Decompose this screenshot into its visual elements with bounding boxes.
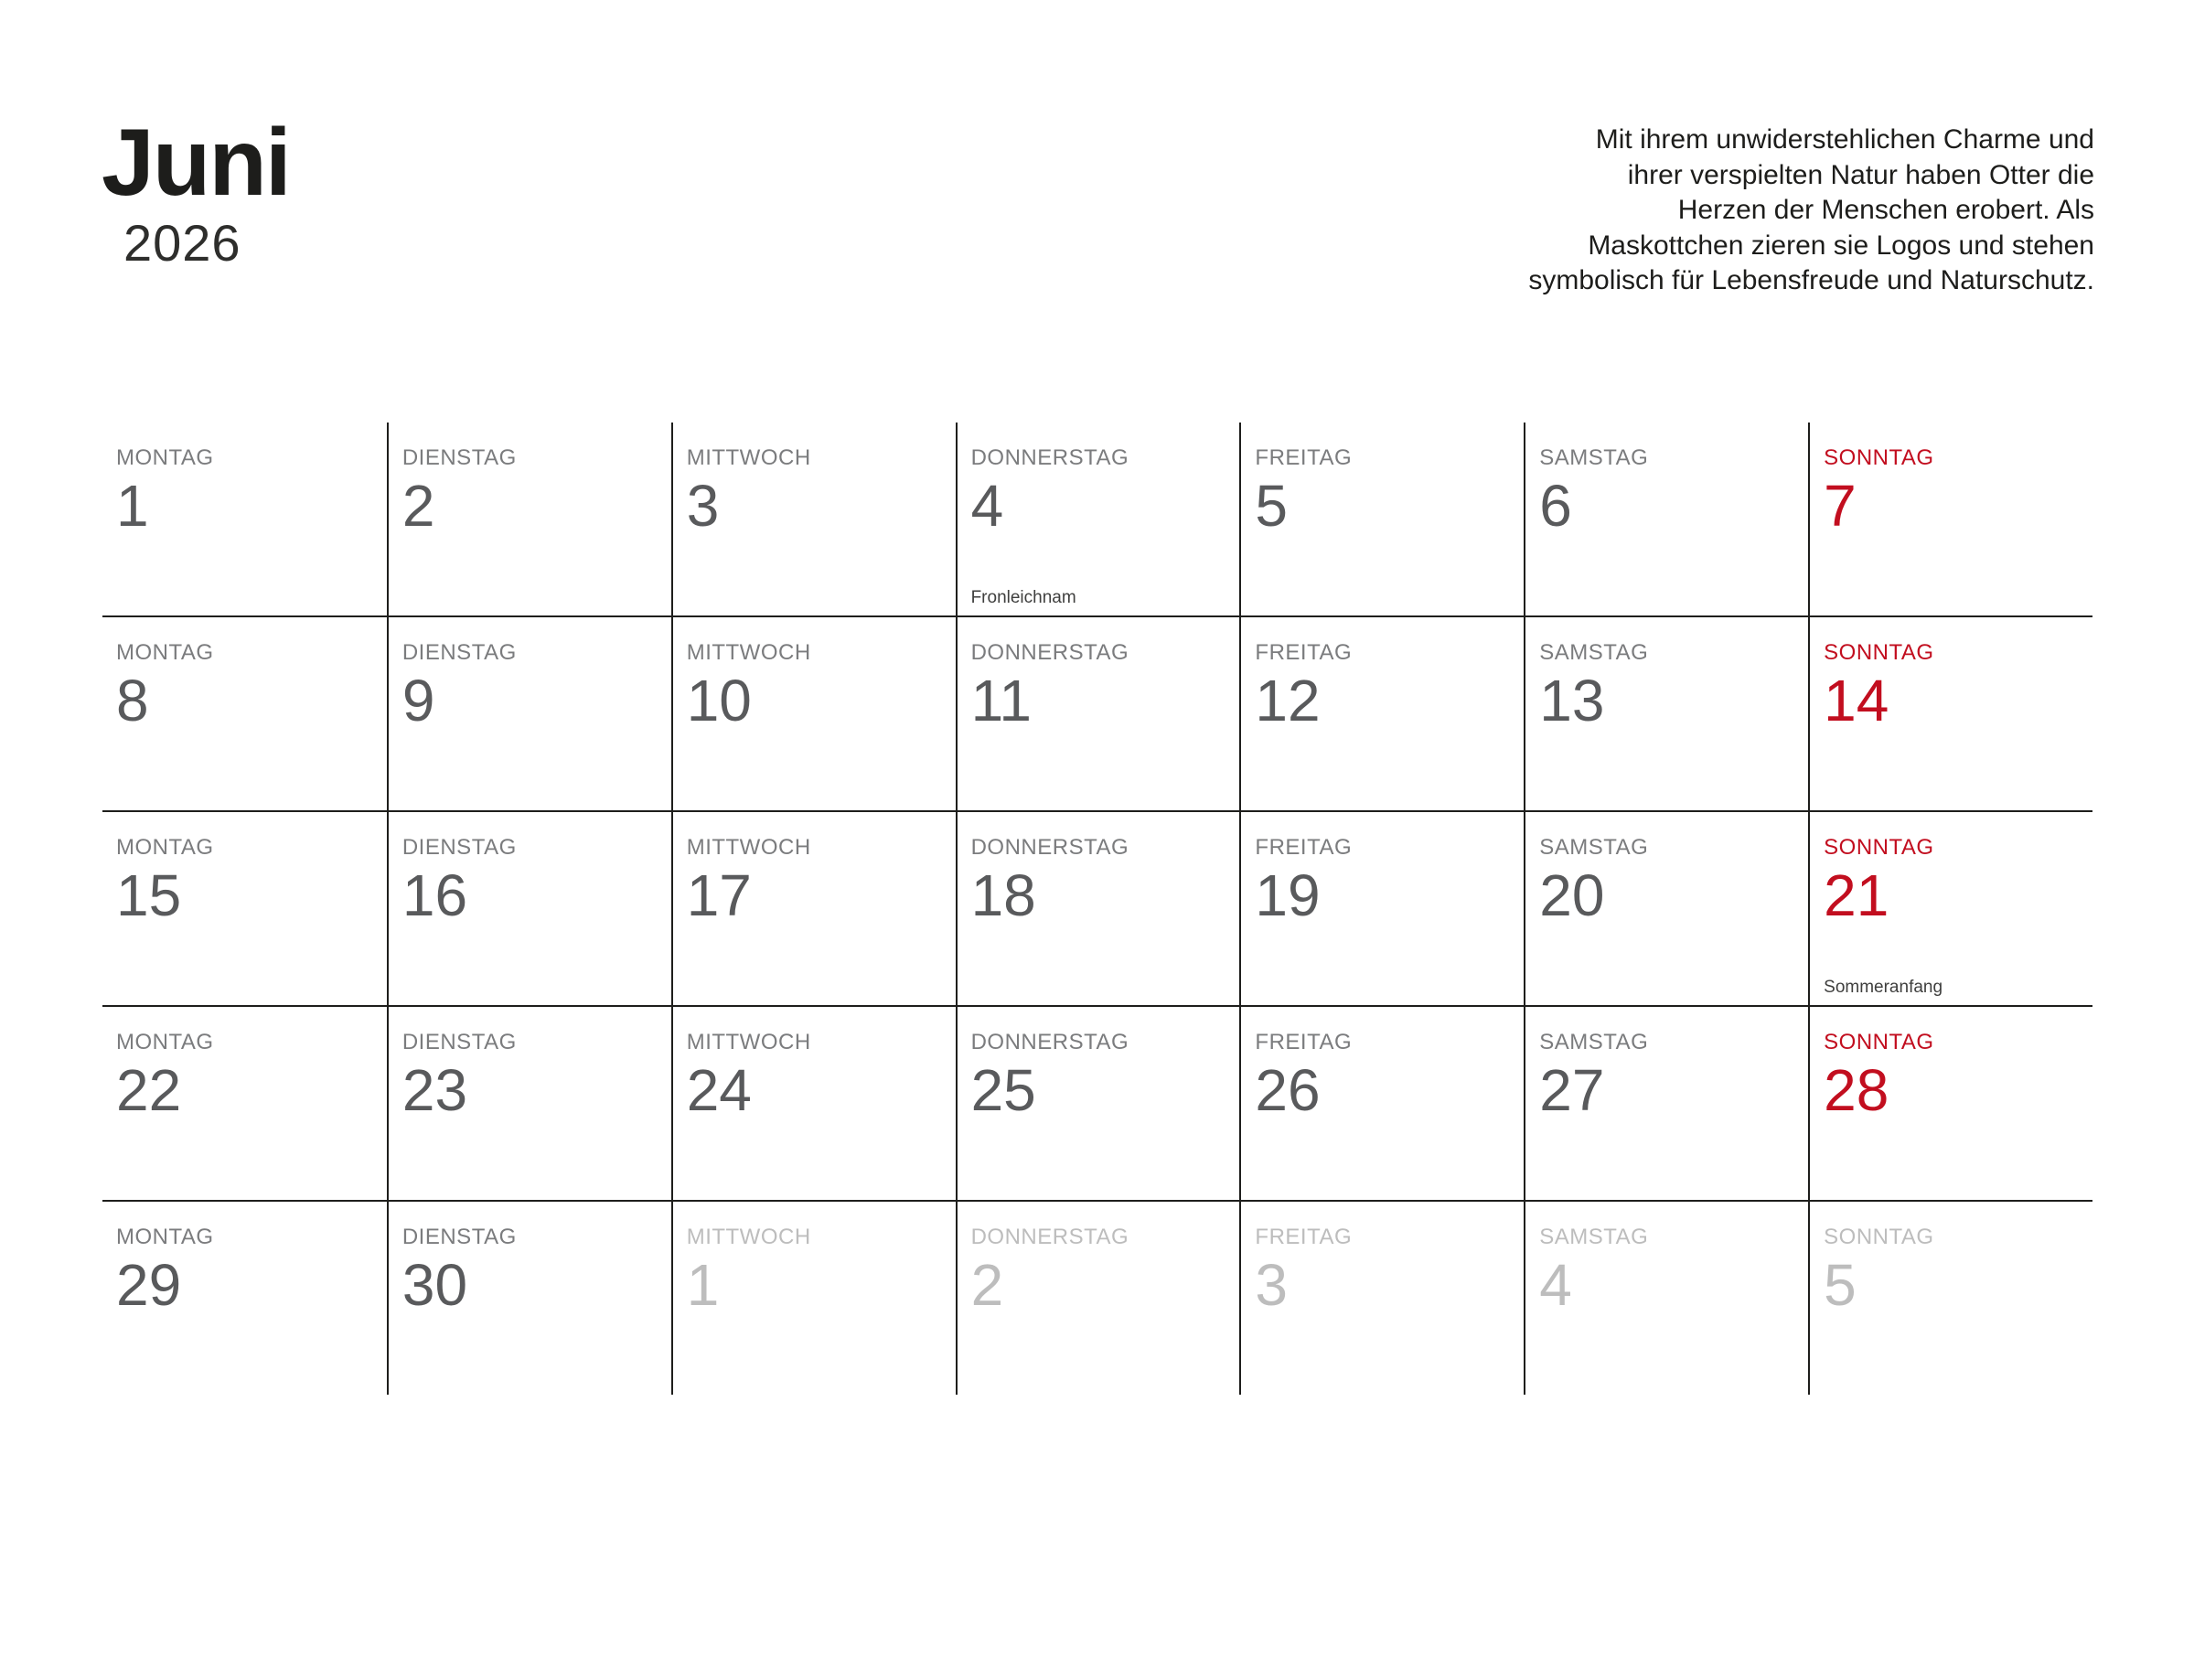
weekday-label: MITTWOCH (686, 835, 811, 860)
day-cell (1239, 617, 1524, 810)
weekday-label: SONNTAG (1824, 1225, 1934, 1249)
day-number: 9 (401, 668, 435, 733)
day-number: 14 (1824, 668, 1889, 733)
day-cell (1524, 1007, 1808, 1200)
day-cell (671, 1202, 956, 1395)
weekday-label: FREITAG (1255, 835, 1353, 860)
weekday-label: MONTAG (116, 1030, 214, 1054)
day-number: 6 (1539, 473, 1572, 539)
day-number: 10 (686, 668, 752, 733)
week-row (102, 423, 2092, 617)
day-number: 8 (116, 668, 149, 733)
day-cell (387, 1007, 671, 1200)
day-number: 12 (1255, 668, 1321, 733)
day-number: 20 (1539, 862, 1605, 928)
year-label: 2026 (123, 213, 241, 272)
day-number: 2 (970, 1252, 1004, 1318)
weekday-label: DIENSTAG (401, 1030, 517, 1054)
holiday-note: Sommeranfang (1824, 978, 1943, 997)
day-cell (671, 617, 956, 810)
day-cell (671, 423, 956, 615)
day-number: 11 (970, 668, 1032, 733)
day-number: 24 (686, 1057, 752, 1123)
weekday-label: DONNERSTAG (970, 445, 1129, 470)
weekday-label: FREITAG (1255, 1030, 1353, 1054)
day-number: 4 (1539, 1252, 1572, 1318)
day-number: 7 (1824, 473, 1857, 539)
day-number: 3 (1255, 1252, 1289, 1318)
day-cell (1239, 812, 1524, 1005)
day-number: 17 (686, 862, 752, 928)
intro-line: Mit ihrem unwiderstehlichen Charme und (1595, 124, 2094, 155)
day-cell (1239, 1007, 1524, 1200)
day-cell (102, 812, 387, 1005)
day-cell (387, 1202, 671, 1395)
day-cell (956, 1202, 1240, 1395)
weekday-label: FREITAG (1255, 640, 1353, 665)
day-number: 1 (116, 473, 149, 539)
title-block (102, 110, 290, 272)
day-cell (102, 423, 387, 615)
weekday-label: SONNTAG (1824, 640, 1934, 665)
day-number: 21 (1824, 862, 1889, 928)
weekday-label: SONNTAG (1824, 1030, 1934, 1054)
day-cell (1524, 617, 1808, 810)
day-cell (956, 1007, 1240, 1200)
week-row (102, 1007, 2092, 1202)
weekday-label: DIENSTAG (401, 1225, 517, 1249)
calendar-grid (102, 423, 2092, 1395)
day-number: 15 (116, 862, 182, 928)
day-cell (1808, 423, 2092, 615)
day-number: 3 (686, 473, 720, 539)
weekday-label: DONNERSTAG (970, 1225, 1129, 1249)
weekday-label: MITTWOCH (686, 1225, 811, 1249)
day-number: 27 (1539, 1057, 1605, 1123)
day-number: 22 (116, 1057, 182, 1123)
intro-line: Herzen der Menschen erobert. Als (1677, 195, 2094, 225)
day-cell (102, 1202, 387, 1395)
holiday-note: Fronleichnam (970, 588, 1076, 607)
weekday-label: SAMSTAG (1539, 835, 1649, 860)
day-cell (387, 617, 671, 810)
day-number: 5 (1255, 473, 1289, 539)
week-row (102, 617, 2092, 812)
day-cell (1239, 1202, 1524, 1395)
day-number: 26 (1255, 1057, 1321, 1123)
weekday-label: SAMSTAG (1539, 445, 1649, 470)
day-number: 29 (116, 1252, 182, 1318)
weekday-label: DIENSTAG (401, 640, 517, 665)
day-cell (387, 423, 671, 615)
weekday-label: MONTAG (116, 1225, 214, 1249)
day-cell (1524, 812, 1808, 1005)
weekday-label: MITTWOCH (686, 1030, 811, 1054)
weekday-label: MONTAG (116, 640, 214, 665)
day-cell (1808, 617, 2092, 810)
weekday-label: FREITAG (1255, 445, 1353, 470)
day-cell (1808, 1202, 2092, 1395)
weekday-label: DIENSTAG (401, 835, 517, 860)
day-number: 23 (401, 1057, 468, 1123)
day-cell (1239, 423, 1524, 615)
day-cell (956, 423, 1240, 615)
day-number: 13 (1539, 668, 1605, 733)
day-cell (102, 617, 387, 810)
weekday-label: MITTWOCH (686, 640, 811, 665)
day-cell (1524, 1202, 1808, 1395)
weekday-label: DIENSTAG (401, 445, 517, 470)
weekday-label: MONTAG (116, 835, 214, 860)
weekday-label: SAMSTAG (1539, 1030, 1649, 1054)
weekday-label: SONNTAG (1824, 445, 1934, 470)
day-cell (102, 1007, 387, 1200)
day-cell (387, 812, 671, 1005)
intro-text (1399, 123, 2094, 299)
day-cell (1524, 423, 1808, 615)
day-cell (671, 1007, 956, 1200)
day-cell (671, 812, 956, 1005)
day-number: 19 (1255, 862, 1321, 928)
day-number: 4 (970, 473, 1004, 539)
intro-line: Maskottchen zieren sie Logos und stehen (1588, 230, 2094, 261)
day-cell (956, 812, 1240, 1005)
intro-line: ihrer verspielten Natur haben Otter die (1627, 159, 2094, 190)
day-number: 28 (1824, 1057, 1889, 1123)
day-number: 1 (686, 1252, 720, 1318)
day-number: 18 (970, 862, 1036, 928)
month-title: Juni (102, 110, 290, 216)
day-number: 25 (970, 1057, 1036, 1123)
week-row (102, 812, 2092, 1007)
day-cell (1808, 812, 2092, 1005)
day-cell (956, 617, 1240, 810)
day-cell (1808, 1007, 2092, 1200)
day-number: 2 (401, 473, 435, 539)
weekday-label: FREITAG (1255, 1225, 1353, 1249)
weekday-label: DONNERSTAG (970, 640, 1129, 665)
weekday-label: DONNERSTAG (970, 835, 1129, 860)
day-number: 16 (401, 862, 468, 928)
day-number: 30 (401, 1252, 468, 1318)
weekday-label: SAMSTAG (1539, 1225, 1649, 1249)
weekday-label: SAMSTAG (1539, 640, 1649, 665)
weekday-label: SONNTAG (1824, 835, 1934, 860)
weekday-label: MITTWOCH (686, 445, 811, 470)
weekday-label: MONTAG (116, 445, 214, 470)
day-number: 5 (1824, 1252, 1857, 1318)
intro-line: symbolisch für Lebensfreude und Naturschutz. (1528, 265, 2094, 295)
weekday-label: DONNERSTAG (970, 1030, 1129, 1054)
week-row (102, 1202, 2092, 1395)
